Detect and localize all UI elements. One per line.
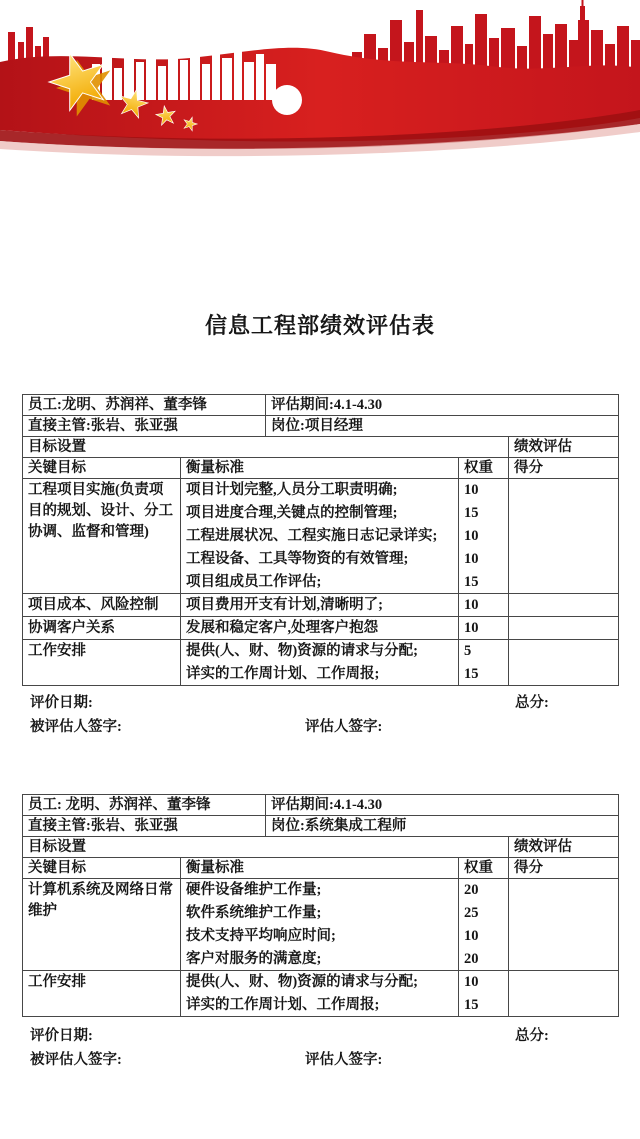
score-cell [509, 879, 619, 902]
table-row [23, 640, 619, 663]
table-row [23, 971, 619, 994]
score-cell [509, 663, 619, 686]
evaluee-signature-label: 被评估人签字: [30, 1052, 122, 1068]
measure-cell: 项目费用开支有计划,清晰明了; [181, 594, 459, 617]
goal-cell: 协调客户关系 [23, 617, 181, 640]
measure-cell: 详实的工作周计划、工作周报; [181, 994, 459, 1017]
measure-cell: 发展和稳定客户,处理客户抱怨 [181, 617, 459, 640]
eval-date-label: 评价日期: [30, 695, 93, 711]
col-header-measure: 衡量标准 [181, 858, 459, 879]
col-header-key-goal: 关键目标 [23, 858, 181, 879]
total-score-label: 总分: [515, 1028, 549, 1044]
weight-cell: 10 [459, 548, 509, 571]
employee-cell: 员工: 龙明、苏润祥、董李锋 [23, 795, 266, 816]
weight-cell: 10 [459, 479, 509, 502]
col-header-weight: 权重 [459, 458, 509, 479]
weight-cell: 10 [459, 971, 509, 994]
table2-footer-line2 [0, 1048, 640, 1070]
banner-image [0, 0, 640, 168]
goal-cell: 项目成本、风险控制 [23, 594, 181, 617]
evaluator-signature-label: 评估人签字: [305, 1052, 383, 1068]
score-cell [509, 548, 619, 571]
banner-notch [272, 85, 302, 115]
score-cell [509, 948, 619, 971]
evaluation-table-project-manager [22, 394, 618, 686]
measure-cell: 提供(人、财、物)资源的请求与分配; [181, 640, 459, 663]
goal-cell: 工程项目实施(负责项目的规划、设计、分工协调、监督和管理) [23, 479, 181, 594]
score-cell [509, 925, 619, 948]
eval-section-header: 绩效评估 [509, 837, 619, 858]
measure-cell: 硬件设备维护工作量; [181, 879, 459, 902]
goal-cell: 计算机系统及网络日常维护 [23, 879, 181, 971]
measure-cell: 工程进展状况、工程实施日志记录详实; [181, 525, 459, 548]
measure-cell: 项目计划完整,人员分工职责明确; [181, 479, 459, 502]
weight-cell: 25 [459, 902, 509, 925]
score-cell [509, 525, 619, 548]
goal-cell: 工作安排 [23, 640, 181, 686]
table-row [23, 437, 619, 458]
measure-cell: 工程设备、工具等物资的有效管理; [181, 548, 459, 571]
table-row [23, 879, 619, 902]
evaluation-table-system-engineer [22, 794, 618, 1017]
col-header-measure: 衡量标准 [181, 458, 459, 479]
measure-cell: 项目进度合理,关键点的控制管理; [181, 502, 459, 525]
eval-date-label: 评价日期: [30, 1028, 93, 1044]
measure-cell: 技术支持平均响应时间; [181, 925, 459, 948]
table1-footer-line2 [0, 715, 640, 737]
table1-footer-line1 [0, 691, 640, 713]
col-header-score: 得分 [509, 858, 619, 879]
supervisor-cell: 直接主管:张岩、张亚强 [23, 416, 266, 437]
supervisor-cell: 直接主管:张岩、张亚强 [23, 816, 266, 837]
measure-cell: 项目组成员工作评估; [181, 571, 459, 594]
weight-cell: 10 [459, 617, 509, 640]
weight-cell: 15 [459, 502, 509, 525]
measure-cell: 提供(人、财、物)资源的请求与分配; [181, 971, 459, 994]
page-title: 信息工程部绩效评估表 [204, 313, 435, 338]
weight-cell: 20 [459, 879, 509, 902]
evaluator-signature-label: 评估人签字: [305, 719, 383, 735]
table2-footer-line1 [0, 1024, 640, 1046]
weight-cell: 15 [459, 571, 509, 594]
table-row [23, 837, 619, 858]
score-cell [509, 479, 619, 502]
eval-section-header: 绩效评估 [509, 437, 619, 458]
table-row [23, 617, 619, 640]
weight-cell: 15 [459, 994, 509, 1017]
period-cell: 评估期间:4.1-4.30 [266, 395, 619, 416]
col-header-score: 得分 [509, 458, 619, 479]
col-header-key-goal: 关键目标 [23, 458, 181, 479]
weight-cell: 10 [459, 594, 509, 617]
total-score-label: 总分: [515, 695, 549, 711]
table-row [23, 479, 619, 502]
position-cell: 岗位:系统集成工程师 [266, 816, 619, 837]
score-cell [509, 971, 619, 994]
goal-section-header: 目标设置 [23, 837, 509, 858]
weight-cell: 20 [459, 948, 509, 971]
table-row [23, 594, 619, 617]
score-cell [509, 902, 619, 925]
table-row [23, 458, 619, 479]
score-cell [509, 617, 619, 640]
weight-cell: 5 [459, 640, 509, 663]
period-cell: 评估期间:4.1-4.30 [266, 795, 619, 816]
measure-cell: 详实的工作周计划、工作周报; [181, 663, 459, 686]
table-row [23, 816, 619, 837]
position-cell: 岗位:项目经理 [266, 416, 619, 437]
measure-cell: 客户对服务的满意度; [181, 948, 459, 971]
table-row [23, 858, 619, 879]
weight-cell: 10 [459, 925, 509, 948]
score-cell [509, 994, 619, 1017]
score-cell [509, 640, 619, 663]
table-row [23, 795, 619, 816]
evaluee-signature-label: 被评估人签字: [30, 719, 122, 735]
score-cell [509, 594, 619, 617]
weight-cell: 15 [459, 663, 509, 686]
col-header-weight: 权重 [459, 858, 509, 879]
goal-section-header: 目标设置 [23, 437, 509, 458]
score-cell [509, 502, 619, 525]
goal-cell: 工作安排 [23, 971, 181, 1017]
employee-cell: 员工:龙明、苏润祥、董李锋 [23, 395, 266, 416]
table-row [23, 416, 619, 437]
weight-cell: 10 [459, 525, 509, 548]
score-cell [509, 571, 619, 594]
measure-cell: 软件系统维护工作量; [181, 902, 459, 925]
table-row [23, 395, 619, 416]
